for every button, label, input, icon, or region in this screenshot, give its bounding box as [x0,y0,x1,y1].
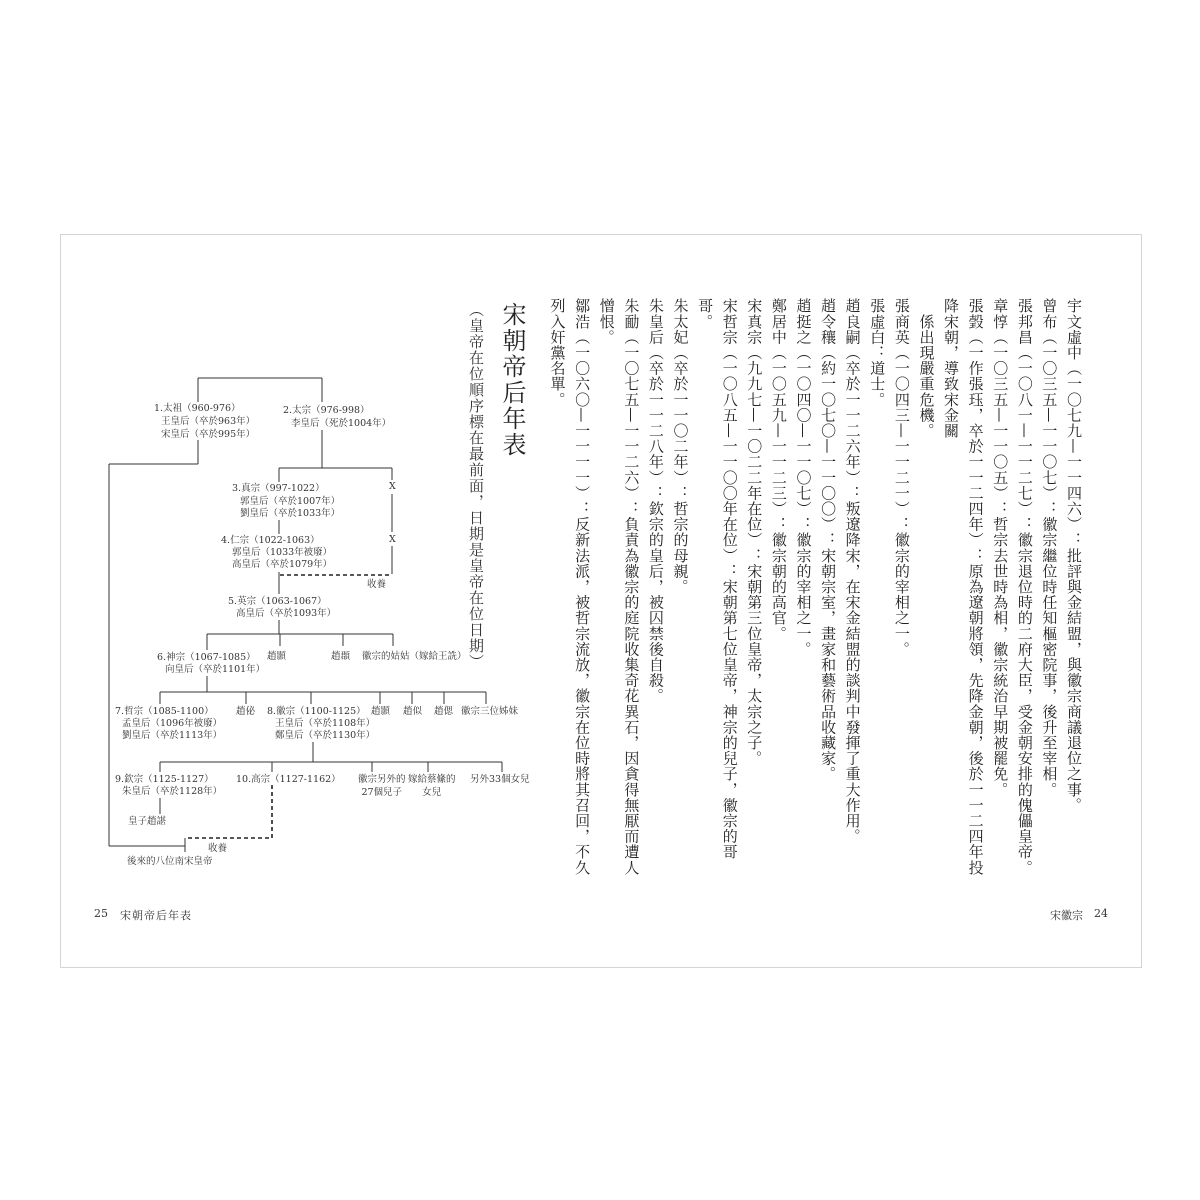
glossary-entry: 朱太妃（卒於一一〇二年）：哲宗的母親。 [671,298,690,595]
glossary-entry: 趙良嗣（卒於一一二六年）：叛遼降宋，在宋金結盟的談判中發揮了重大作用。 [843,298,862,844]
tree-zhezong-wife: 劉皇后（卒於1113年） [122,730,223,741]
tree-adopt-label: 收養 [208,843,228,854]
tree-huizong: 8.徽宗（1100-1125） [267,706,366,717]
tree-zhezong-wife: 孟皇后（1096年被廢） [122,718,223,729]
glossary-entry: 宋哲宗（一〇八五—一一〇〇年在位）：宋朝第七位皇帝，神宗的兒子，徽宗的哥哥。 [696,298,739,860]
page-number-right: 24 [1094,907,1108,920]
tree-zhao-si: 趙佖 [236,706,256,717]
tree-adopt-label: 收養 [367,579,387,590]
glossary-entry: 張虛白：道士。 [868,298,887,408]
tree-huizong-wife: 王皇后（卒於1108年） [275,718,376,729]
tree-other-sons: 徽宗另外的 27個兒子 [358,774,406,798]
tree-zhenzong-wife: 郭皇后（卒於1007年） [240,496,341,507]
tree-yingzong-wife: 高皇后（卒於1093年） [236,608,337,619]
glossary-entry: 曾布（一〇三五—一一〇七）：徽宗繼位時任知樞密院事，後升至宰相。 [1040,298,1059,798]
glossary-entry: 張瑴（一作張珏，卒於一一二四年）：原為遼朝將領，先降金朝，後於一一二四年投降宋朝，導致宋金關 [942,298,985,876]
glossary-entry: 宇文虛中（一〇七九—一一四六）：批評與金結盟，與徽宗商議退位之事。 [1065,298,1083,813]
tree-yingzong: 5.英宗（1063-1067） [228,596,327,607]
tree-qinzong-wife: 朱皇后（卒於1128年） [122,786,223,797]
tree-huizong-sisters: 徽宗三位姊妹 [461,706,519,717]
glossary-entry: 係出現嚴重危機。 [917,298,936,439]
tree-taizu: 1.太祖（960-976） [154,403,241,414]
tree-zhao-yu: 趙偲 [434,706,454,717]
glossary-entries [548,298,1086,888]
page-title: 宋朝帝后年表 [498,302,526,458]
tree-taizu-wife: 宋皇后（卒於995年） [161,429,256,440]
tree-taizong: 2.太宗（976-998） [283,405,370,416]
tree-huizong-aunt: 徽宗的姑姑（嫁給王詵） [362,651,467,662]
tree-renzong-wife: 郭皇后（1033年被廢） [232,547,333,558]
glossary-entry: 鄭居中（一〇五九—一一二三）：徽宗朝的高官。 [769,298,788,642]
glossary-entry: 宋真宗（九九七—一〇二二年在位）：宋朝第三位皇帝，太宗之子。 [745,298,764,766]
tree-taizu-wife: 王皇后（卒於963年） [161,416,256,427]
tree-x-mark: X [389,481,396,492]
running-title-right: 宋徽宗 [1050,909,1083,922]
glossary-entry: 張商英（一〇四三—一一二一）：徽宗的宰相之一。 [892,298,911,657]
tree-shenzong-wife: 向皇后（卒於1101年） [165,664,266,675]
tree-qinzong: 9.欽宗（1125-1127） [115,774,214,785]
tree-married-daughter: 嫁給蔡絛的 女兒 [408,774,456,798]
glossary-entry: 朱勔（一〇七五—一一二六）：負責為徽宗的庭院收集奇花異石，因貪得無厭而遭人憎恨。 [597,298,641,876]
tree-other-daughters: 另外33個女兒 [470,774,530,785]
tree-prince: 皇子趙諶 [128,816,167,827]
page-subtitle: （皇帝在位順序標在最前面，日期是皇帝在位日期） [467,302,485,670]
tree-shenzong: 6.神宗（1067-1085） [157,652,256,663]
tree-zhenzong: 3.真宗（997-1022） [232,483,325,494]
glossary-entry: 張邦昌（一〇八一—一一二七）：徽宗退位時的二府大臣，受金朝安排的傀儡皇帝。 [1015,298,1034,876]
tree-huizong-wife: 鄭皇后（卒於1130年） [275,730,376,741]
page-number-left: 25 [94,907,108,920]
glossary-entry: 章惇（一〇三五—一一〇五）：哲宗去世時為相，徽宗統治早期被罷免。 [991,298,1010,798]
running-title-left: 宋朝帝后年表 [120,909,192,922]
tree-zhao-si2: 趙似 [403,706,423,717]
glossary-entry: 趙挺之（一〇四〇—一一〇七）：徽宗的宰相之一。 [794,298,813,657]
glossary-entry: 鄒浩（一〇六〇—一一一一）：反新法派，被哲宗流放，徽宗在位時將其召回，不久列入奸黨名單。 [548,298,592,876]
glossary-entry: 朱皇后（卒於一一二八年）：欽宗的皇后，被囚禁後自殺。 [646,298,665,704]
tree-taizong-wife: 李皇后（死於1004年） [291,418,392,429]
tree-zhenzong-wife: 劉皇后（卒於1033年） [240,508,341,519]
tree-later-emperors: 後來的八位南宋皇帝 [127,856,213,867]
tree-renzong: 4.仁宗（1022-1063） [221,535,320,546]
glossary-entry: 趙令穰（約一〇七〇—一一〇〇）：宋朝宗室，畫家和藝術品收藏家。 [819,298,838,782]
tree-x-mark: X [389,534,396,545]
tree-gaozong: 10.高宗（1127-1162） [236,774,341,785]
tree-zhao-jun: 趙頵 [331,651,351,662]
tree-renzong-wife: 高皇后（卒於1079年） [232,559,333,570]
tree-zhao-hao2: 趙顥 [371,706,391,717]
tree-zhezong: 7.哲宗（1085-1100） [115,706,214,717]
tree-zhao-hao: 趙顥 [267,651,287,662]
